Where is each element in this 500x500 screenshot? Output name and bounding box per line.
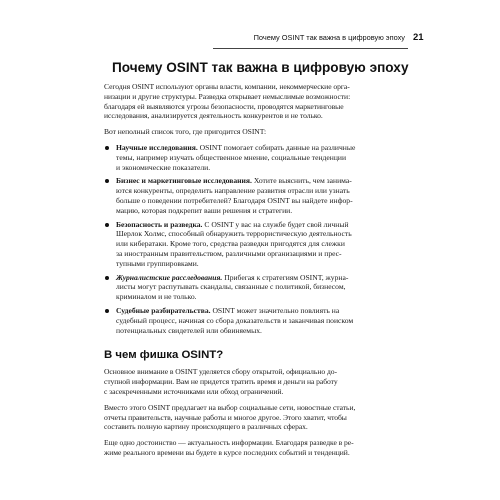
term: Научные исследования. bbox=[116, 142, 198, 152]
term-description: OSINT может значительно повлиять на bbox=[210, 305, 340, 315]
subsection-title: В чем фишка OSINT? bbox=[104, 349, 224, 362]
text-line: мацию, которая подкрепит ваши решения и стратегии. bbox=[116, 205, 293, 215]
text-line: Вместо этого OSINT предлагает на выбор социальные сети, новостные статьи, bbox=[104, 402, 356, 412]
text-line bbox=[116, 306, 396, 316]
term-description: Хотите выяснить, чем занима- bbox=[251, 176, 352, 186]
header-rule bbox=[213, 48, 408, 49]
term: Бизнес и маркетинговые исследования. bbox=[116, 176, 252, 186]
text-line: за иностранным правительством, различными организациями и прес- bbox=[116, 248, 342, 258]
text-line: потенциальных свидетелей или обвиняемых. bbox=[116, 325, 262, 335]
text-line: составить полную картину происходящего в различных сферах. bbox=[104, 422, 308, 432]
text-line: Шерлок Холмс, способный обнаружить террористическую деятельность bbox=[116, 229, 352, 239]
text-line: криминалом и не только. bbox=[116, 292, 197, 302]
term-description: OSINT помогает собирать данные на различные bbox=[197, 142, 356, 152]
running-title: Почему OSINT так важна в цифровую эпоху bbox=[253, 33, 405, 42]
paragraph bbox=[104, 438, 396, 458]
usage-list bbox=[104, 143, 396, 335]
list-item bbox=[104, 306, 396, 335]
paragraph bbox=[104, 403, 396, 432]
page-number: 21 bbox=[413, 32, 424, 43]
text-line bbox=[116, 273, 396, 283]
term-description: Прибегая к стратегиям OSINT, журна- bbox=[222, 272, 349, 282]
text-line bbox=[116, 220, 396, 230]
text-line: Сегодня OSINT используют органы власти, компании, некоммерческие орга- bbox=[104, 82, 350, 91]
term: Судебные разбирательства. bbox=[116, 305, 211, 315]
term-description: С OSINT у вас на службе будет свой личный bbox=[202, 219, 349, 229]
text-line: или кибератаки. Кроме того, средства разведки пригодятся для слежки bbox=[116, 239, 345, 249]
list-item bbox=[104, 176, 396, 215]
text-line: исследования, анализируется деятельность конкурентов и не только. bbox=[104, 111, 323, 121]
list-item bbox=[104, 220, 396, 269]
text-line bbox=[116, 176, 396, 186]
list-item bbox=[104, 273, 396, 302]
list-intro bbox=[104, 127, 396, 137]
text-line bbox=[116, 143, 396, 153]
text-line: отчеты правительств, научные работы и многое другое. Этого хватит, чтобы bbox=[104, 412, 347, 422]
text-line: жиме реального времени вы будете в курсе последних событий и тенденций. bbox=[104, 447, 350, 457]
text-line: Основное внимание в OSINT уделяется сбору открытой, официально до- bbox=[104, 367, 337, 377]
term: Журналистские расследования. bbox=[116, 272, 223, 282]
bullet-icon bbox=[105, 179, 109, 183]
text-line: и экономические показатели. bbox=[116, 162, 211, 172]
term: Безопасность и разведка. bbox=[116, 219, 203, 229]
intro-paragraph bbox=[104, 82, 396, 121]
text-line: судебный процесс, начиная со сбора доказательств и заканчивая поиском bbox=[116, 315, 354, 325]
paragraph bbox=[104, 367, 396, 396]
text-line: тупными группировками. bbox=[116, 258, 199, 268]
list-item bbox=[104, 143, 396, 172]
text-line: Вот неполный список того, где пригодится OSINT: bbox=[104, 127, 267, 137]
text-line: ступной информации. Вам не придется тратить время и деньги на работу bbox=[104, 377, 338, 387]
text-line: темы, например изучать общественное мнение, социальные тенденции bbox=[116, 152, 347, 162]
bullet-icon bbox=[105, 223, 109, 227]
bullet-icon bbox=[105, 276, 109, 280]
bullet-icon bbox=[105, 146, 109, 150]
text-line: благодаря ей выявляются угрозы безопасности, проводятся маркетинговые bbox=[104, 101, 344, 111]
text-line: больше о поведении потребителей? Благодаря OSINT вы найдете инфор- bbox=[116, 195, 353, 205]
text-line: с засекреченными источниками или обход ограничений. bbox=[104, 386, 284, 396]
running-header bbox=[215, 33, 495, 47]
section-title: Почему OSINT так важна в цифровую эпоху bbox=[112, 60, 409, 75]
text-line: низации и другие структуры. Разведка открывает немыслимые возможности: bbox=[104, 91, 351, 101]
bullet-icon bbox=[105, 309, 109, 313]
text-line: ются конкуренты, определить направление развития отрасли или узнать bbox=[116, 186, 350, 196]
text-line: Еще одно достоинство — актуальность информации. Благодаря разведке в ре- bbox=[104, 438, 354, 448]
page-body bbox=[104, 60, 409, 464]
text-line: листы могут распутывать скандалы, связанные с политикой, бизнесом, bbox=[116, 282, 346, 292]
